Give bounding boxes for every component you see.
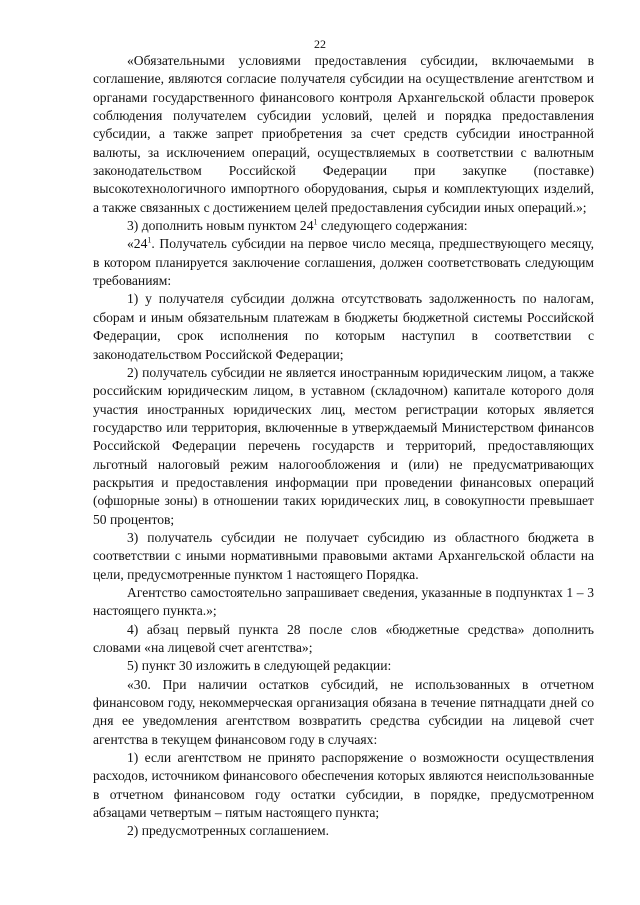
paragraph-amend-point-28: 4) абзац первый пункта 28 после слов «бюджетные средства» дополнить словами «на лицевой счет агентства»; [93, 621, 594, 655]
superscript-index: 1 [147, 235, 152, 245]
paragraph-text-part: «24 [127, 236, 148, 252]
paragraph-agency-requests: Агентство самостоятельно запрашивает сведения, указанные в подпунктах 1 – 3 настоящего пункта.»; [93, 584, 594, 619]
paragraph-amend-point-30: 5) пункт 30 изложить в следующей редакции: [127, 658, 392, 674]
document-body [93, 52, 594, 841]
paragraph-case-2: 2) предусмотренных соглашением. [127, 823, 330, 839]
paragraph-text-part: . Получатель субсидии на первое число месяца, предшествующего месяцу, в котором планируется заключение соглашения, должен соответствовать следующим требованиям: [93, 236, 594, 289]
paragraph-text-part: следующего содержания: [317, 218, 468, 234]
paragraph-text-part: 3) дополнить новым пунктом 24 [127, 218, 314, 234]
superscript-index: 1 [313, 217, 318, 227]
paragraph-requirement-1: 1) у получателя субсидии должна отсутствовать задолженность по налогам, сборам и иным обязательным платежам в бюджеты бюджетной системы Российской Федерации, срок исполнения по которым наступил в соответствии с законодательством Российской Федерации; [93, 291, 594, 362]
paragraph-case-1: 1) если агентством не принято распоряжение о возможности осуществления расходов, источником финансового обеспечения которых являются неиспользованные в отчетном финансовом году остатки субсидии, в порядке, предусмотренном абзацами четвертым – пятым настоящего пункта; [93, 750, 594, 821]
paragraph-mandatory-conditions: «Обязательными условиями предоставления субсидии, включаемыми в соглашение, являются согласие получателя субсидии на осуществление агентством и органами государственного финансового контроля Архангельской области проверок соблюдения получателем субсидии условий, целей и порядка предоставления субсидии, а также запрет приобретения за счет средств субсидии иностранной валюты, за исключением операций, осуществляемых в соответствии с валютным законодательством Российской Федерации при закупке (поставке) высокотехнологичного импортного оборудования, сырья и комплектующих изделий, а также связанных с достижением целей предоставления субсидии иных операций.»; [93, 53, 594, 215]
page-number: 22 [314, 37, 326, 51]
paragraph-requirement-2: 2) получатель субсидии не является иностранным юридическим лицом, а также российским юридическим лицом, в уставном (складочном) капитале которого доля участия иностранных юридических лиц, местом регистрации которых является государство или территория, включенные в утверждаемый Министерством финансов Российской Федерации перечень государств и территорий, предоставляющих льготный налоговый режим налогообложения и (или) не предусматривающих раскрытия и предоставления информации при проведении финансовых операций (офшорные зоны) в отношении таких юридических лиц, в совокупности превышает 50 процентов; [93, 364, 594, 527]
paragraph-point-30: «30. При наличии остатков субсидий, не использованных в отчетном финансовом году, некоммерческая организация обязана в течение пятнадцати дней со дня ее уведомления агентством возвратить средства субсидии на лицевой счет агентства в текущем финансовом году в случаях: [93, 676, 594, 747]
paragraph-add-point-24-1 [93, 217, 594, 235]
paragraph-requirement-3: 3) получатель субсидии не получает субсидию из областного бюджета в соответствии с иными нормативными правовыми актами Архангельской области на цели, предусмотренные пунктом 1 настоящего Порядка. [93, 529, 594, 582]
paragraph-point-24-1 [93, 235, 594, 290]
